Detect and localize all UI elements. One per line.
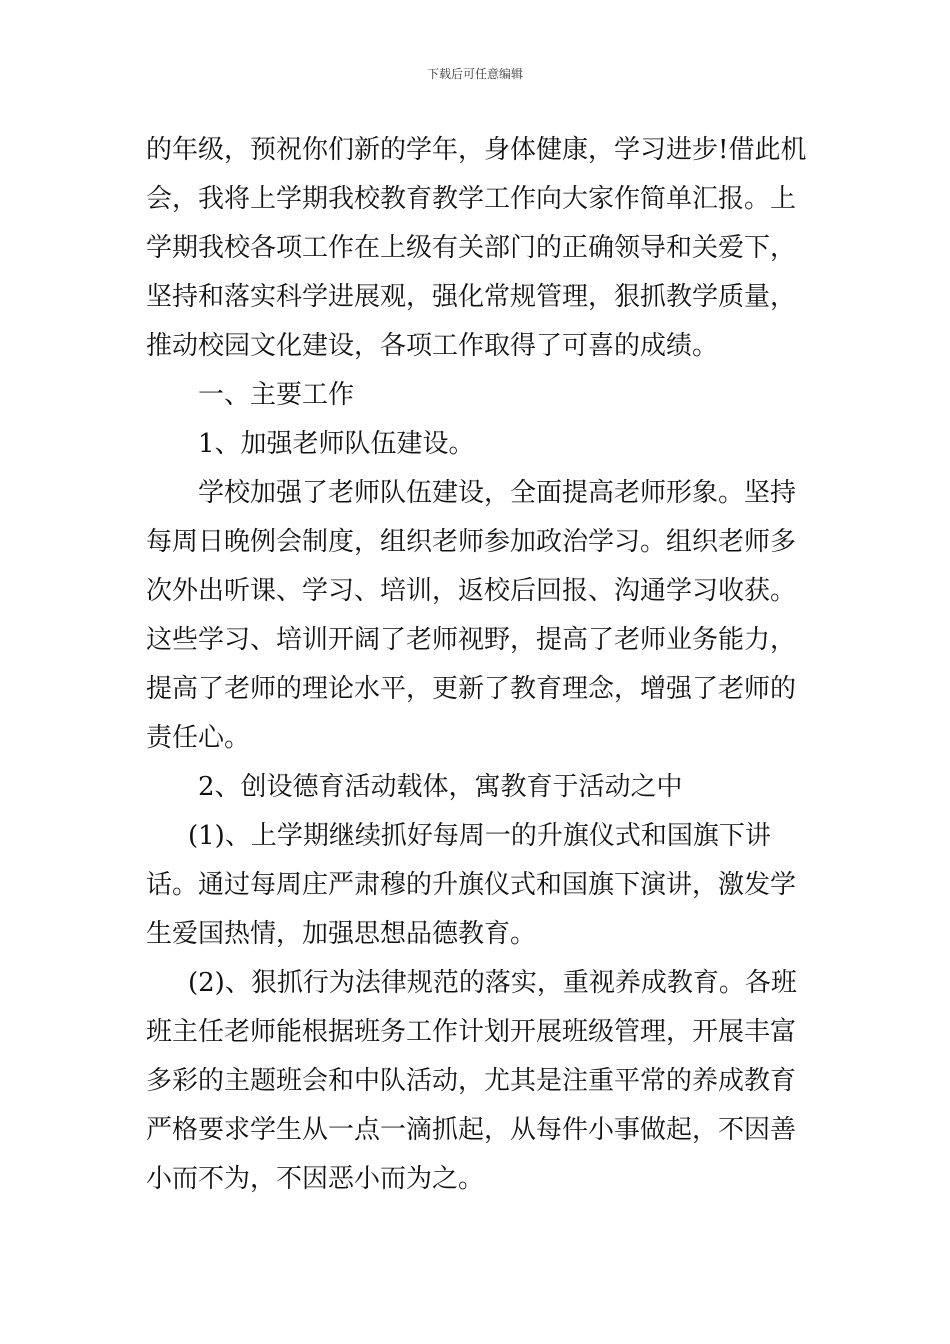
paragraph-behavior-norms: (2)、狠抓行为法律规范的落实，重视养成教育。各班班主任老师能根据班务工作计划开展班级管理，开展丰富多彩的主题班会和中队活动，尤其是注重平常的养成教育严格要求学生从一点一滴抓起，从每件小事做起，不因善小而不为，不因恶小而为之。 [146, 968, 797, 1194]
subheading-moral-activities: 2、创设德育活动载体，寓教育于活动之中 [198, 772, 683, 802]
document-body [146, 126, 816, 1204]
paragraph-teacher-team: 学校加强了老师队伍建设，全面提高老师形象。坚持每周日晚例会制度，组织老师参加政治学习。组织老师多次外出听课、学习、培训，返校后回报、沟通学习收获。这些学习、培训开阔了老师视野，提高了老师业务能力，提高了老师的理论水平，更新了教育理念，增强了老师的责任心。 [146, 478, 797, 753]
paragraph-flag-ceremony: (1)、上学期继续抓好每周一的升旗仪式和国旗下讲话。通过每周庄严肃穆的升旗仪式和国旗下演讲，激发学生爱国热情，加强思想品德教育。 [146, 821, 797, 949]
subheading-teacher-team: 1、加强老师队伍建设。 [198, 429, 475, 459]
section-heading-main-work: 一、主要工作 [198, 380, 355, 410]
paragraph-continued-intro: 的年级，预祝你们新的学年，身体健康，学习进步!借此机会，我将上学期我校教育教学工作向大家作简单汇报。上学期我校各项工作在上级有关部门的正确领导和关爱下，坚持和落实科学进展观，强化常规管理，狠抓教学质量，推动校园文化建设，各项工作取得了可喜的成绩。 [146, 135, 807, 361]
page-header-note: 下载后可任意编辑 [426, 67, 523, 81]
